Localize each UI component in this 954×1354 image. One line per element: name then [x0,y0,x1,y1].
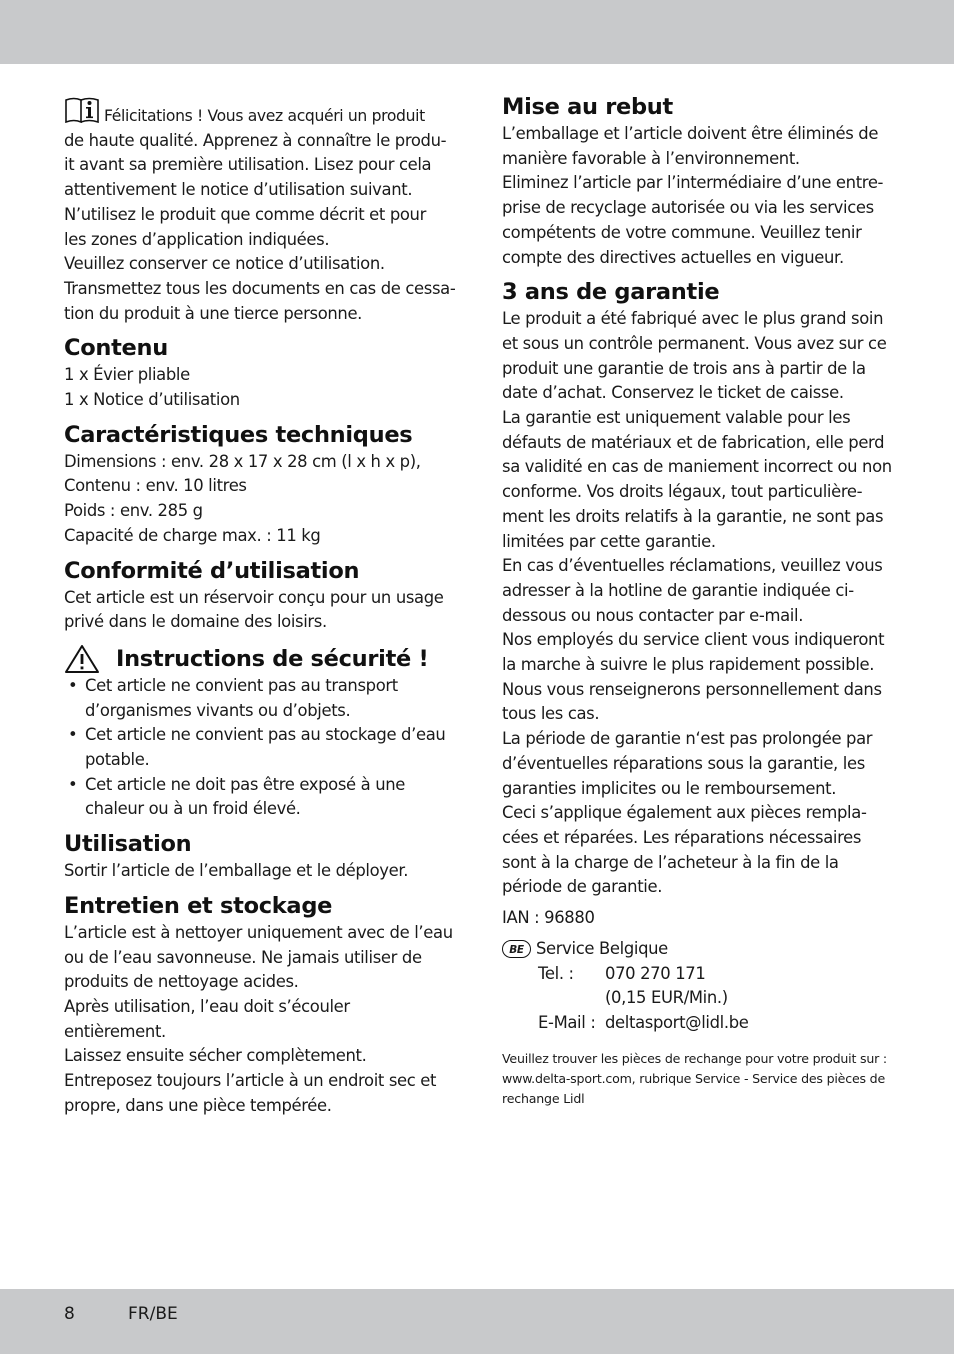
tel-label: Tel. : [538,963,574,983]
entretien-line: Laissez ensuite sécher complètement. [64,1046,367,1066]
intro-section [64,96,456,326]
intro-line: tion du produit à une tierce personne. [64,303,363,323]
entretien-line: Après utilisation, l’eau doit s’écouler entièrement. [64,996,350,1041]
entretien-line: L’article est à nettoyer uniquement avec de l’eau [64,922,453,942]
spec-line: Contenu : env. 10 litres [64,476,247,496]
rebut-line: L’emballage et l’article doivent être éliminés de [502,124,879,143]
conformite-line: Cet article est un réservoir conçu pour un usage [64,587,444,607]
header-band [0,0,954,64]
contenu-line: 1 x Notice d’utilisation [64,390,240,410]
garantie-heading: 3 ans de garantie [502,279,720,306]
securite-section [64,644,456,822]
securite-heading: Instructions de sécurité ! [116,645,429,672]
garantie-line: garanties implicites ou le remboursement. [502,778,837,798]
ian-number: IAN : 96880 [502,908,595,928]
garantie-line: La garantie est uniquement valable pour les [502,408,851,428]
securite-list [64,674,456,822]
utilisation-section [64,829,456,884]
conformite-section [64,556,456,635]
conformite-heading: Conformité d’utilisation [64,557,360,584]
list-item: • Cet article ne convient pas au transport d’organismes vivants ou d’objets. [68,675,398,720]
garantie-line: date d’achat. Conservez le ticket de caisse. [502,383,844,403]
spare-parts-line: www.delta-sport.com, rubrique Service - Service des pièces de [502,1070,885,1086]
intro-line: Félicitations ! Vous avez acquéri un produit [104,107,425,125]
spare-parts-line: Veuillez trouver les pièces de rechange pour votre produit sur : [502,1050,887,1066]
info-book-icon [64,96,100,123]
list-item: • Cet article ne doit pas être exposé à une chaleur ou à un froid élevé. [68,774,406,819]
securite-heading-row [64,644,456,674]
garantie-line: sont à la charge de l’acheteur à la fin de la [502,852,839,872]
contenu-line: 1 x Évier pliable [64,365,190,385]
tel-value: 070 270 171 [605,963,706,983]
service-name: Service Belgique [536,938,668,958]
garantie-line: produit une garantie de trois ans à partir de la [502,358,866,378]
entretien-section [64,891,456,1119]
garantie-line: sa validité en cas de maniement incorrect ou non [502,457,892,477]
garantie-line: d’éventuelles réparations sous la garantie, les [502,753,865,773]
garantie-line: limitées par cette garantie. [502,531,716,551]
garantie-line: adresser à la hotline de garantie indiquée ci- [502,580,854,600]
contenu-section [64,333,456,412]
service-contact [502,937,894,1036]
intro-line: attentivement le notice d’utilisation suivant. [64,180,413,200]
list-item: • Cet article ne convient pas au stockage d’eau potable. [68,725,446,770]
left-column [64,92,456,1119]
tel-price: (0,15 EUR/Min.) [605,988,728,1008]
garantie-line: conforme. Vos droits légaux, tout particulière- [502,482,863,502]
rebut-line: compte des directives actuelles en vigueur. [502,247,844,267]
garantie-line: et sous un contrôle permanent. Vous avez sur ce [502,333,887,353]
garantie-line: Ceci s’applique également aux pièces rempla- [502,803,867,823]
spec-line: Dimensions : env. 28 x 17 x 28 cm (l x h x p), [64,451,421,471]
rebut-line: compétents de votre commune. Veuillez tenir [502,222,862,242]
rebut-heading: Mise au rebut [502,94,673,120]
garantie-line: dessous ou nous contacter par e-mail. [502,605,804,625]
garantie-line: Nous vous renseignerons personnellement dans [502,679,882,699]
intro-line: it avant sa première utilisation. Lisez pour cela [64,155,432,175]
caracteristiques-section [64,420,456,549]
email-label: E-Mail : [538,1012,596,1032]
garantie-line: La période de garantie n‘est pas prolongée par [502,729,873,749]
entretien-line: propre, dans une pièce tempérée. [64,1095,332,1115]
conformite-line: privé dans le domaine des loisirs. [64,612,327,632]
contenu-heading: Contenu [64,335,168,362]
garantie-line: ment les droits relatifs à la garantie, ne sont pas [502,506,884,526]
utilisation-heading: Utilisation [64,831,192,858]
garantie-line: Nos employés du service client vous indiqueront [502,630,885,650]
utilisation-line: Sortir l’article de l’emballage et le déployer. [64,861,409,881]
garantie-line: défauts de matériaux et de fabrication, elle perd [502,432,885,452]
language-code: FR/BE [128,1304,178,1324]
garantie-line: Le produit a été fabriqué avec le plus grand soin [502,309,884,329]
spec-line: Poids : env. 285 g [64,501,203,521]
email-value: deltasport@lidl.be [605,1012,749,1032]
warning-triangle-icon [64,644,100,674]
caracteristiques-heading: Caractéristiques techniques [64,421,413,448]
spare-parts-line: rechange Lidl [502,1090,585,1106]
rebut-line: manière favorable à l’environnement. [502,148,800,168]
intro-line: les zones d’application indiquées. [64,229,330,249]
garantie-line: période de garantie. [502,877,663,897]
garantie-line: En cas d’éventuelles réclamations, veuillez vous [502,556,883,576]
intro-line: N’utilisez le produit que comme décrit et pour [64,204,426,224]
belgium-badge-icon: BE [502,940,531,958]
garantie-line: tous les cas. [502,704,600,724]
entretien-line: ou de l’eau savonneuse. Ne jamais utiliser de [64,947,422,967]
rebut-line: prise de recyclage autorisée ou via les services [502,198,874,218]
rebut-section [502,92,894,270]
entretien-line: produits de nettoyage acides. [64,972,299,992]
spec-line: Capacité de charge max. : 11 kg [64,525,321,545]
intro-line: Transmettez tous les documents en cas de cessa- [64,278,456,298]
intro-line: de haute qualité. Apprenez à connaître le produ- [64,130,447,150]
rebut-line: Eliminez l’article par l’intermédiaire d’une entre- [502,173,884,193]
entretien-heading: Entretien et stockage [64,892,333,919]
spare-parts-note [502,1049,894,1109]
garantie-section [502,277,894,931]
garantie-line: cées et réparées. Les réparations nécessaires [502,827,862,847]
intro-line: Veuillez conserver ce notice d’utilisation. [64,254,385,274]
garantie-line: la marche à suivre le plus rapidement possible. [502,655,875,675]
page-number: 8 [64,1304,75,1324]
entretien-line: Entreposez toujours l’article à un endroit sec et [64,1071,437,1091]
right-column [502,92,894,1109]
